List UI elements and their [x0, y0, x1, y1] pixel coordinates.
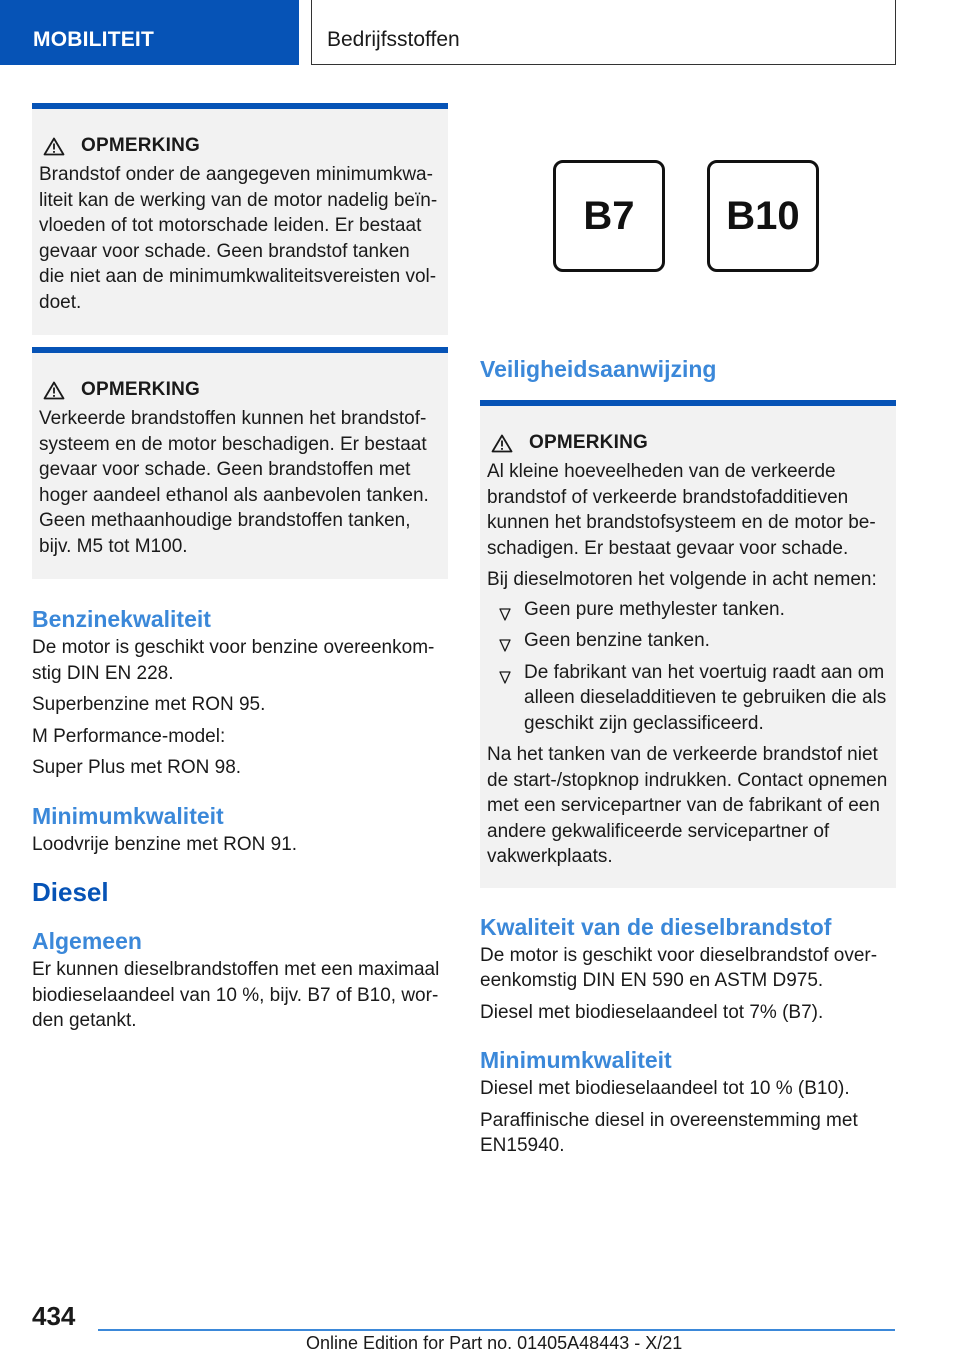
triangle-bullet-icon — [499, 666, 511, 679]
warning-triangle-icon — [39, 136, 79, 156]
note-title: OPMERKING — [529, 432, 648, 453]
triangle-bullet-icon — [499, 603, 511, 616]
warning-note — [480, 400, 896, 888]
paragraph: Er kunnen dieselbrandstoffen met een maximaal biodieselaandeel van 10 %, bijv. B7 of B10, worden getankt. — [32, 959, 440, 1031]
heading-dieselkwaliteit: Kwaliteit van de dieselbrandstof — [480, 913, 832, 940]
note-text: Brandstof onder de aangegeven minimumkwaliteit kan de werking van de motor nadelig beïnvloeden of tot motorschade leiden. Er bestaat gevaar voor schade. Geen brandstof tanken die niet aan de minimumkwaliteitsvereisten voldoet. — [39, 164, 438, 313]
note-text: Bij dieselmotoren het volgende in acht nemen: — [487, 569, 877, 590]
footer-edition: Online Edition for Part no. 01405A48443 - X/21 — [306, 1333, 683, 1353]
warning-note — [32, 103, 448, 335]
paragraph: Super Plus met RON 98. — [32, 757, 242, 778]
paragraph: Diesel met biodieselaandeel tot 7% (B7). — [480, 1001, 824, 1023]
list-item — [487, 628, 888, 654]
list-item — [487, 597, 888, 623]
note-header — [39, 135, 440, 157]
note-header — [39, 379, 440, 401]
bullet-list — [487, 597, 888, 737]
heading-benzinekwaliteit: Benzinekwaliteit — [32, 606, 211, 632]
list-item-text: Geen benzine tanken. — [524, 630, 710, 651]
warning-triangle-icon — [487, 433, 527, 453]
heading-veiligheidsaanwijzing: Veiligheidsaanwijzing — [480, 356, 717, 382]
b10-fuel-sign: B10 — [707, 160, 819, 272]
paragraph: Diesel met biodieselaandeel tot 10 % (B10). — [480, 1078, 850, 1099]
chapter-title: Bedrijfsstoffen — [311, 0, 896, 65]
b7-fuel-sign: B7 — [553, 160, 665, 272]
note-text: Verkeerde brandstoffen kunnen het brandstofsysteem en de motor beschadigen. Er bestaat gevaar voor schade. Geen brandstoffen met hoger aandeel ethanol als aanbevolen tanken. Geen methaanhoudige brandstoffen tanken, bijv. M5 tot M100. — [39, 408, 429, 557]
paragraph: Superbenzine met RON 95. — [32, 694, 266, 715]
heading-minimumkwaliteit: Minimumkwaliteit — [32, 802, 224, 829]
paragraph: Loodvrije benzine met RON 91. — [32, 833, 298, 855]
left-column — [32, 103, 448, 1034]
fuel-signs — [480, 103, 896, 293]
list-item-text: Geen pure methylester tanken. — [524, 598, 785, 620]
list-item — [487, 660, 888, 737]
note-title: OPMERKING — [81, 135, 200, 156]
paragraph: Paraffinische diesel in overeenstemming met EN15940. — [480, 1109, 858, 1156]
section-tab: MOBILITEIT — [0, 0, 299, 65]
list-item-text: De fabrikant van het voertuig raadt aan om alleen dieseladditieven te gebruiken die als geschikt zijn geclassificeerd. — [524, 661, 887, 734]
footer-divider — [98, 1329, 895, 1331]
heading-algemeen: Algemeen — [32, 928, 142, 954]
note-text: Al kleine hoeveelheden van de verkeerde brandstof of verkeerde brandstofadditieven kunnen het brandstofsysteem en de motor beschadigen. Er bestaat gevaar voor schade. — [487, 461, 876, 559]
note-text: Na het tanken van de verkeerde brandstof niet de start-/stopknop indrukken. Contact opnemen met een servicepartner van de fabrikant of een andere gekwalificeerde servicepartner of vakwerkplaats. — [487, 744, 888, 867]
page-number: 434 — [32, 1301, 76, 1331]
warning-note — [32, 347, 448, 579]
paragraph: De motor is geschikt voor benzine overeenkomstig DIN EN 228. — [32, 637, 435, 684]
triangle-bullet-icon — [499, 634, 511, 647]
heading-diesel: Diesel — [32, 877, 109, 907]
right-column — [480, 103, 896, 1159]
warning-triangle-icon — [39, 380, 79, 400]
note-header — [487, 432, 888, 454]
heading-minimumkwaliteit: Minimumkwaliteit — [480, 1047, 672, 1073]
note-title: OPMERKING — [81, 379, 200, 400]
paragraph: M Performance-model: — [32, 725, 226, 747]
paragraph: De motor is geschikt voor dieselbrandstof overeenkomstig DIN EN 590 en ASTM D975. — [480, 944, 878, 991]
